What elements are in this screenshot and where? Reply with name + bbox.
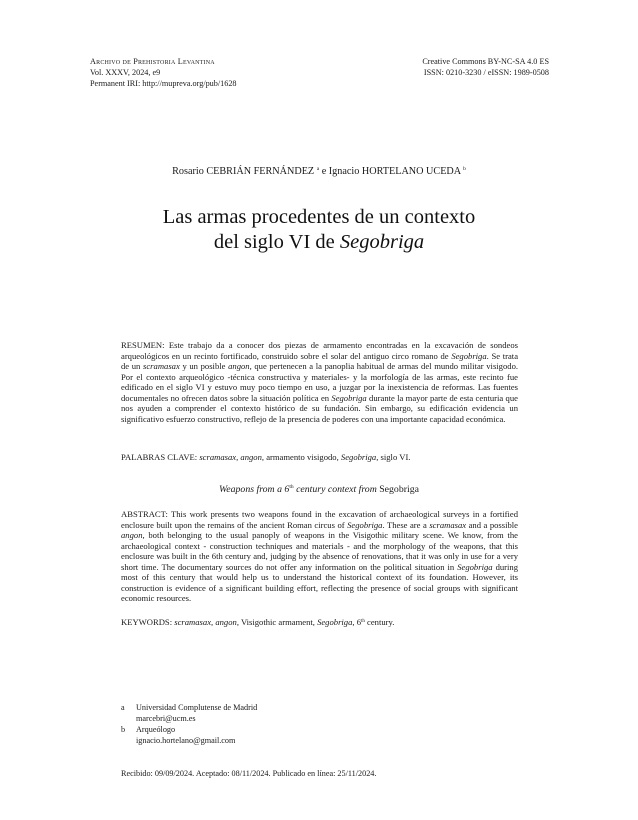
palabras-clave-text-1: , armamento visigodo, — [261, 452, 339, 462]
resumen-text-2: . Se trata de un — [121, 350, 519, 371]
affiliation-mark: a — [121, 703, 125, 712]
affiliation-mark: b — [121, 724, 126, 734]
journal-name: Archivo de Prehistoria Levantina — [90, 57, 215, 66]
keywords-text-3: century. — [364, 617, 395, 627]
keywords-sep: , — [211, 617, 214, 627]
keywords-text-1: , Visigothic armament, — [236, 617, 315, 627]
affiliations — [121, 703, 257, 747]
abstract-italic-4: Segobriga — [457, 561, 493, 572]
abstract-italic-1: Segobriga — [347, 519, 383, 530]
author-line — [0, 166, 638, 177]
abstract-paragraph — [121, 509, 518, 604]
keywords-text-2: , 6 — [352, 617, 361, 627]
affiliation-row — [121, 703, 257, 714]
keywords-label: KEYWORDS: — [121, 617, 173, 627]
abstract-text-2: . These are a — [382, 519, 427, 530]
license-header — [422, 57, 549, 79]
palabras-clave-text-2: , siglo VI. — [376, 452, 411, 462]
affiliation-institution: Universidad Complutense de Madrid — [136, 703, 258, 712]
keywords-italic-3: Segobriga — [317, 617, 353, 627]
permanent-iri: Permanent IRI: http://mupreva.org/pub/1628 — [90, 78, 237, 88]
resumen-italic-3: angon — [228, 361, 250, 371]
palabras-clave-paragraph — [121, 452, 518, 463]
english-title-part-1: Weapons from a 6 — [219, 484, 290, 495]
english-title-part-3: Segobriga — [379, 484, 419, 495]
affiliation-email: marcebri@ucm.es — [136, 713, 196, 723]
resumen-text-5: durante la mayor parte de esta centuria que nos ayuden a comprender el contexto histórico de su fundación. Sin embargo, su edificación evidencia un significativo esfuerzo constructivo, reflejo de la presencia de poderes con una importante capacidad económica. — [121, 392, 518, 424]
resumen-text-4: , que pertenecen a la panoplia habitual de armas del mundo militar visigodo. Por el contexto arqueológico -técnica constructiva y materiales- y la morfología de las armas, este recinto fue edificado en el siglo VI y estuvo muy poco tiempo en uso, a juzgar por la inexistencia de reformas. Las fuentes documentales no ofrecen datos sobre la situación política en — [121, 361, 519, 403]
resumen-italic-4: Segobriga — [331, 392, 367, 403]
affiliation-institution: Arqueólogo — [136, 724, 176, 734]
title-line-2-italic: Segobriga — [339, 231, 425, 253]
resumen-italic-2: scramasax — [143, 361, 180, 371]
journal-volume: Vol. XXXV, 2024, e9 — [90, 67, 161, 77]
resumen-italic-1: Segobriga — [451, 350, 487, 361]
resumen-paragraph — [121, 340, 518, 424]
palabras-clave-italic-1: scramasax — [199, 452, 237, 462]
resumen-text-1: Este trabajo da a conocer dos piezas de armamento encontradas en la excavación de sondeos arqueológicos en un recinto fortificado, construido sobre el solar del antiguo circo romano de — [121, 340, 518, 361]
abstract-italic-3: angon — [121, 530, 143, 540]
title-line-1: Las armas procedentes de un contexto — [162, 206, 476, 228]
author-connector: e — [321, 166, 327, 177]
affiliation-row — [121, 714, 257, 725]
english-title — [0, 484, 638, 495]
resumen-label: RESUMEN: — [121, 340, 165, 350]
abstract-italic-2: scramasax — [429, 519, 467, 530]
issn-text: ISSN: 0210-3230 / eISSN: 1989-0508 — [423, 67, 549, 77]
affiliation-row — [121, 725, 257, 736]
affiliation-email: ignacio.hortelano@gmail.com — [136, 735, 236, 745]
author-2: Ignacio HORTELANO UCEDA — [328, 166, 461, 177]
palabras-clave-label: PALABRAS CLAVE: — [121, 452, 198, 462]
english-title-part-2: century context from — [296, 484, 377, 495]
abstract-text-3: and a possible — [468, 519, 518, 530]
article-title — [0, 205, 638, 255]
author-1: Rosario CEBRIÁN FERNÁNDEZ — [172, 166, 315, 177]
palabras-clave-sep: , — [236, 452, 239, 462]
affiliation-row — [121, 736, 257, 747]
journal-header — [90, 57, 237, 89]
palabras-clave-italic-3: Segobriga — [340, 452, 377, 462]
author-1-mark: a — [316, 166, 320, 172]
author-2-mark: b — [463, 166, 466, 172]
resumen-text-3: y un posible — [182, 361, 226, 371]
license-text: Creative Commons BY-NC-SA 4.0 ES — [422, 57, 549, 66]
title-line-2 — [0, 230, 638, 255]
abstract-text-5: during most of this century that would help us to understand the historical context of its foundation. However, its construction is evidence of a significant building effort, reflecting the presence of social groups with significant economic resources. — [121, 561, 518, 603]
title-line-2-prefix: del siglo VI de — [213, 231, 335, 253]
keywords-sup: th — [360, 619, 365, 624]
abstract-text-1: This work presents two weapons found in the excavation of archaeological surveys in a fortified enclosure built upon the remains of the ancient Roman circus of — [121, 509, 518, 530]
received-dates: Recibido: 09/09/2024. Aceptado: 08/11/2024. Publicado en línea: 25/11/2024. — [121, 769, 377, 778]
keywords-italic-2: angon — [215, 617, 237, 627]
abstract-label: ABSTRACT: — [121, 509, 168, 519]
abstract-text-4: , both belonging to the usual panoply of weapons in the Visigothic military scene. We know, from the archaeological context - construction techniques and materials - and the morphology of the weapons, that this enclosure was built in the 6th century and, judging by the absence of renovations, that it was only in use for a very short time. The documentary sources do not offer any information on the political situation in — [121, 530, 518, 572]
keywords-italic-1: scramasax — [174, 617, 212, 627]
palabras-clave-italic-2: angon — [240, 452, 262, 462]
english-title-sup: th — [289, 484, 294, 490]
keywords-paragraph — [121, 617, 518, 628]
